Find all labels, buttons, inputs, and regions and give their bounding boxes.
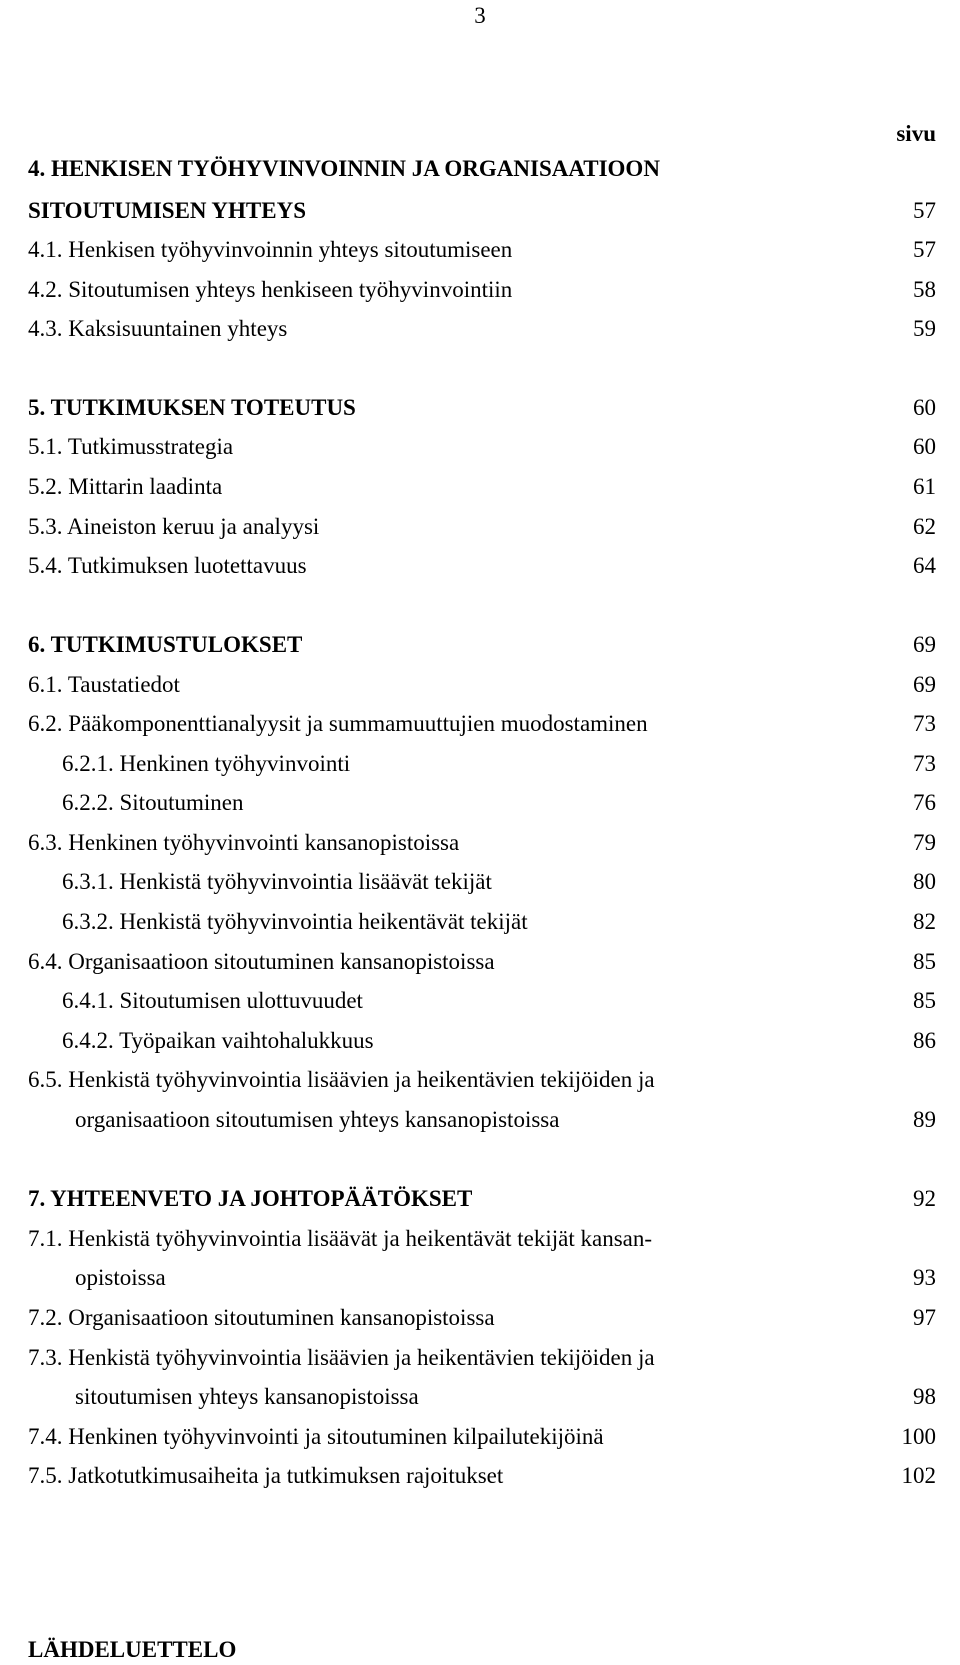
toc-entry-page: 86 [913, 1028, 936, 1053]
toc-section-6-5-cont [0, 1105, 960, 1135]
toc-entry-title: 6.3. Henkinen työhyvinvointi kansanopistoissa [28, 830, 460, 855]
toc-entry-title: 6.4. Organisaatioon sitoutuminen kansanopistoissa [28, 949, 495, 974]
toc-entry-page: 93 [913, 1265, 936, 1290]
toc-entry-title: opistoissa [75, 1265, 166, 1290]
toc-entry-page: 76 [913, 790, 936, 815]
toc-entry-title: 6.2.1. Henkinen työhyvinvointi [62, 751, 351, 776]
toc-entry-page: 85 [913, 988, 936, 1013]
toc-subsection-6-3-1 [0, 867, 960, 897]
toc-entry-page: 69 [913, 672, 936, 697]
toc-subsection-6-3-2 [0, 907, 960, 937]
toc-entry-title: 6.2.2. Sitoutuminen [62, 790, 244, 815]
toc-entry-page: 58 [913, 277, 936, 302]
toc-entry-title: 4.2. Sitoutumisen yhteys henkiseen työhyvinvointiin [28, 277, 513, 302]
toc-entry-title: 7.4. Henkinen työhyvinvointi ja sitoutuminen kilpailutekijöinä [28, 1424, 604, 1449]
toc-entry-title: 6.5. Henkistä työhyvinvointia lisäävien ja heikentävien tekijöiden ja [28, 1067, 655, 1092]
toc-section-7-5 [0, 1461, 960, 1491]
toc-entry-page: 57 [913, 198, 936, 223]
toc-section-5-2 [0, 472, 960, 502]
toc-entry-page: 100 [901, 1424, 936, 1449]
page-number: 3 [474, 3, 486, 28]
toc-section-7-2 [0, 1303, 960, 1333]
toc-entry-title: 5.1. Tutkimusstrategia [28, 434, 234, 459]
toc-entry-title: 6.1. Taustatiedot [28, 672, 180, 697]
toc-entry-title: 5. TUTKIMUKSEN TOTEUTUS [28, 395, 356, 420]
toc-section-4-3 [0, 314, 960, 344]
toc-entry-page: 80 [913, 869, 936, 894]
toc-entry-title: 4.1. Henkisen työhyvinvoinnin yhteys sitoutumiseen [28, 237, 513, 262]
toc-entry-page: 92 [913, 1186, 936, 1211]
toc-entry-page: 89 [913, 1107, 936, 1132]
toc-section-4-1 [0, 235, 960, 265]
page-column-header: sivu [896, 121, 936, 146]
toc-entry-title: 6.4.1. Sitoutumisen ulottuvuudet [62, 988, 363, 1013]
toc-section-7-4 [0, 1422, 960, 1452]
toc-section-7-1-cont [0, 1263, 960, 1293]
toc-entry-title: SITOUTUMISEN YHTEYS [28, 198, 306, 223]
toc-section-5-3 [0, 512, 960, 542]
toc-entry-page: 59 [913, 316, 936, 341]
toc-entry-title: 7. YHTEENVETO JA JOHTOPÄÄTÖKSET [28, 1186, 473, 1211]
toc-subsection-6-2-1 [0, 749, 960, 779]
toc-entry-page: 97 [913, 1305, 936, 1330]
toc-section-5-4 [0, 551, 960, 581]
toc-entry-title: 5.2. Mittarin laadinta [28, 474, 223, 499]
toc-entry-title: LÄHDELUETTELO [28, 1637, 237, 1662]
toc-entry-title: 7.1. Henkistä työhyvinvointia lisäävät ja heikentävät tekijät kansan- [28, 1226, 653, 1251]
toc-entry-title: 6.2. Pääkomponenttianalyysit ja summamuuttujien muodostaminen [28, 711, 648, 736]
toc-entry-title: 7.2. Organisaatioon sitoutuminen kansanopistoissa [28, 1305, 495, 1330]
toc-section-7-3-cont [0, 1382, 960, 1412]
toc-subsection-6-4-1 [0, 986, 960, 1016]
toc-section-6-2 [0, 709, 960, 739]
toc-entry-page: 69 [913, 632, 936, 657]
toc-entry-page: 98 [913, 1384, 936, 1409]
toc-chapter-4-cont [0, 196, 960, 226]
toc-entry-title: 6.3.1. Henkistä työhyvinvointia lisäävät tekijät [62, 869, 492, 894]
toc-chapter-4 [0, 154, 960, 184]
toc-entry-page: 60 [913, 395, 936, 420]
toc-entry-title: 7.3. Henkistä työhyvinvointia lisäävien ja heikentävien tekijöiden ja [28, 1345, 655, 1370]
toc-section-6-5 [0, 1065, 960, 1095]
toc-chapter-5 [0, 393, 960, 423]
toc-entry-page: 60 [913, 434, 936, 459]
toc-subsection-6-2-2 [0, 788, 960, 818]
toc-bibliography [0, 1635, 960, 1665]
toc-entry-title: 4. HENKISEN TYÖHYVINVOINNIN JA ORGANISAATIOON [28, 156, 660, 181]
toc-entry-title: 6.3.2. Henkistä työhyvinvointia heikentävät tekijät [62, 909, 528, 934]
toc-section-6-4 [0, 947, 960, 977]
toc-entry-title: 7.5. Jatkotutkimusaiheita ja tutkimuksen rajoitukset [28, 1463, 504, 1488]
toc-subsection-6-4-2 [0, 1026, 960, 1056]
toc-entry-page: 85 [913, 949, 936, 974]
toc-entry-page: 82 [913, 909, 936, 934]
toc-entry-title: sitoutumisen yhteys kansanopistoissa [75, 1384, 419, 1409]
toc-section-6-3 [0, 828, 960, 858]
toc-section-7-3 [0, 1343, 960, 1373]
toc-section-6-1 [0, 670, 960, 700]
toc-section-4-2 [0, 275, 960, 305]
toc-entry-title: 5.3. Aineiston keruu ja analyysi [28, 514, 320, 539]
toc-entry-title: 6.4.2. Työpaikan vaihtohalukkuus [62, 1028, 374, 1053]
toc-entry-page: 57 [913, 237, 936, 262]
toc-entry-page: 73 [913, 751, 936, 776]
toc-entry-title: 6. TUTKIMUSTULOKSET [28, 632, 303, 657]
toc-entry-page: 102 [901, 1463, 936, 1488]
toc-entry-page: 73 [913, 711, 936, 736]
toc-entry-title: organisaatioon sitoutumisen yhteys kansanopistoissa [75, 1107, 560, 1132]
toc-entry-page: 62 [913, 514, 936, 539]
toc-entry-title: 4.3. Kaksisuuntainen yhteys [28, 316, 288, 341]
toc-entry-title: 5.4. Tutkimuksen luotettavuus [28, 553, 307, 578]
toc-section-7-1 [0, 1224, 960, 1254]
toc-entry-page: 64 [913, 553, 936, 578]
toc-entry-page: 61 [913, 474, 936, 499]
toc-chapter-6 [0, 630, 960, 660]
toc-section-5-1 [0, 432, 960, 462]
toc-chapter-7 [0, 1184, 960, 1214]
toc-entry-page: 79 [913, 830, 936, 855]
